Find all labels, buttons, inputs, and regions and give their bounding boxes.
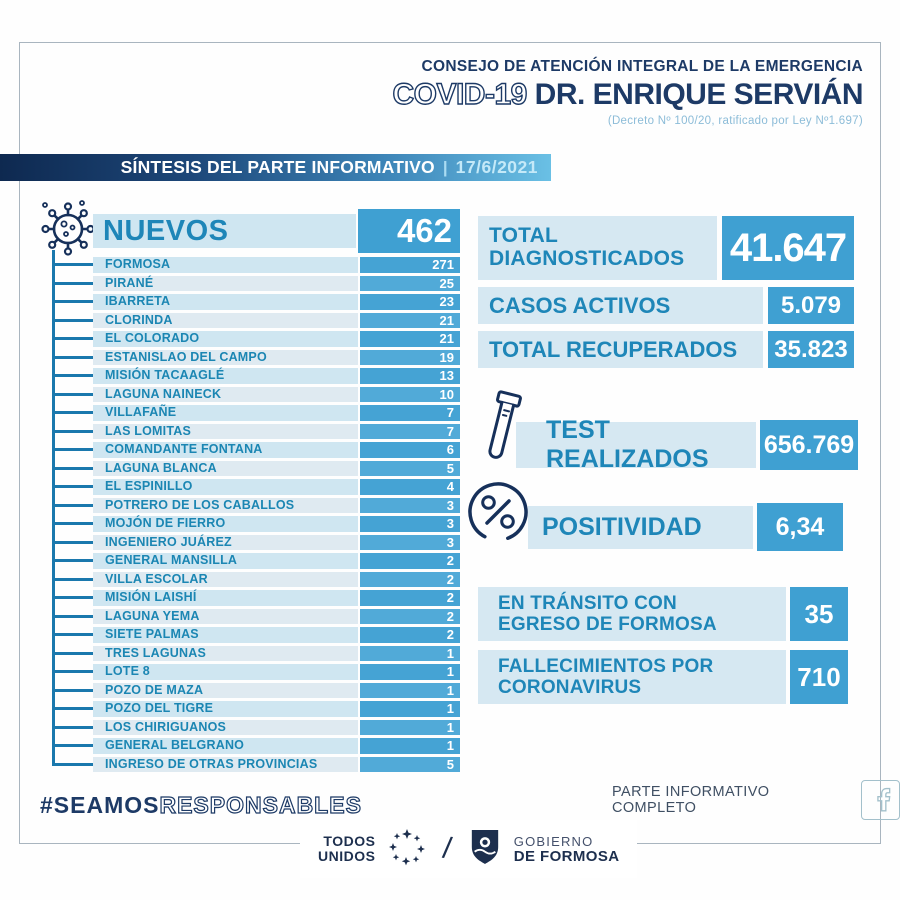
- location-name: ESTANISLAO DEL CAMPO: [93, 350, 358, 366]
- total-diagnosticados-label: TOTAL DIAGNOSTICADOS: [478, 216, 717, 280]
- header: [392, 58, 863, 127]
- total-diagnosticados-block: [478, 216, 854, 280]
- location-name: VILLAFAÑE: [93, 405, 358, 421]
- location-row: [93, 720, 460, 736]
- tree-branch-line: [52, 448, 93, 451]
- location-row: [93, 535, 460, 551]
- location-name: MISIÓN LAISHÍ: [93, 590, 358, 606]
- location-value: 19: [360, 350, 460, 366]
- location-row: [93, 627, 460, 643]
- location-name: VILLA ESCOLAR: [93, 572, 358, 588]
- hashtag-solid-part: #SEAMOS: [40, 792, 160, 818]
- location-row: [93, 387, 460, 403]
- location-row: [93, 664, 460, 680]
- location-value: 2: [360, 609, 460, 625]
- location-name: INGENIERO JUÁREZ: [93, 535, 358, 551]
- tree-branch-line: [52, 707, 93, 710]
- tree-branch-line: [52, 300, 93, 303]
- location-value: 2: [360, 572, 460, 588]
- tree-branch-line: [52, 633, 93, 636]
- location-name: LAS LOMITAS: [93, 424, 358, 440]
- positividad-label: POSITIVIDAD: [528, 506, 753, 549]
- test-realizados-label: TEST REALIZADOS: [516, 422, 756, 468]
- banner-date: 17/6/2021: [455, 157, 538, 177]
- tree-branch-line: [52, 559, 93, 562]
- location-row: [93, 683, 460, 699]
- location-value: 3: [360, 535, 460, 551]
- hashtag-outline-part: RESPONSABLES: [159, 792, 362, 818]
- formosa-shield-icon: [469, 827, 501, 872]
- location-value: 1: [360, 646, 460, 662]
- location-name: FORMOSA: [93, 257, 358, 273]
- location-name: LOTE 8: [93, 664, 358, 680]
- location-name: EL COLORADO: [93, 331, 358, 347]
- tree-branch-line: [52, 744, 93, 747]
- tree-branch-line: [52, 467, 93, 470]
- total-diagnosticados-value: 41.647: [722, 216, 854, 280]
- fallecimientos-block: [478, 650, 854, 704]
- tree-branch-line: [52, 652, 93, 655]
- tree-branch-line: [52, 393, 93, 396]
- header-title-line1: CONSEJO DE ATENCIÓN INTEGRAL DE LA EMERGENCIA: [421, 58, 863, 75]
- tree-branch-line: [52, 374, 93, 377]
- tree-branch-line: [52, 726, 93, 729]
- location-name: CLORINDA: [93, 313, 358, 329]
- location-row: [93, 572, 460, 588]
- location-name: POZO DE MAZA: [93, 683, 358, 699]
- percent-icon: [463, 477, 533, 552]
- location-row: [93, 442, 460, 458]
- location-value: 7: [360, 424, 460, 440]
- decree-text: (Decreto Nº 100/20, ratificado por Ley Nº1.697): [607, 115, 863, 127]
- location-value: 1: [360, 701, 460, 717]
- location-name: SIETE PALMAS: [93, 627, 358, 643]
- locations-list: [93, 257, 460, 775]
- location-name: LOS CHIRIGUANOS: [93, 720, 358, 736]
- location-value: 1: [360, 683, 460, 699]
- gobierno-formosa-wordmark: GOBIERNO DE FORMOSA: [513, 834, 620, 865]
- location-row: [93, 516, 460, 532]
- tree-branch-line: [52, 670, 93, 673]
- total-recuperados-value: 35.823: [768, 331, 854, 368]
- fallecimientos-label: FALLECIMIENTOS POR CORONAVIRUS: [478, 650, 786, 704]
- en-transito-value: 35: [790, 587, 848, 641]
- location-row: [93, 424, 460, 440]
- location-name: POZO DEL TIGRE: [93, 701, 358, 717]
- location-name: GENERAL BELGRANO: [93, 738, 358, 754]
- location-value: 7: [360, 405, 460, 421]
- positividad-block: [528, 506, 753, 549]
- casos-activos-value: 5.079: [768, 287, 854, 324]
- location-row: [93, 757, 460, 773]
- location-row: [93, 331, 460, 347]
- location-name: POTRERO DE LOS CABALLOS: [93, 498, 358, 514]
- test-tube-icon: [474, 388, 528, 479]
- todos-unidos-stars-icon: [388, 828, 426, 871]
- virus-icon: [37, 197, 97, 264]
- location-row: [93, 368, 460, 384]
- location-name: MOJÓN DE FIERRO: [93, 516, 358, 532]
- fallecimientos-value: 710: [790, 650, 848, 704]
- report-banner: [0, 154, 551, 181]
- location-row: [93, 257, 460, 273]
- tree-branch-line: [52, 522, 93, 525]
- location-name: LAGUNA BLANCA: [93, 461, 358, 477]
- tree-branch-line: [52, 615, 93, 618]
- footer-logos: [300, 820, 637, 878]
- casos-activos-label: CASOS ACTIVOS: [478, 287, 763, 324]
- location-row: [93, 405, 460, 421]
- location-value: 1: [360, 664, 460, 680]
- location-name: TRES LAGUNAS: [93, 646, 358, 662]
- location-row: [93, 738, 460, 754]
- en-transito-label: EN TRÁNSITO CON EGRESO DE FORMOSA: [478, 587, 786, 641]
- location-row: [93, 498, 460, 514]
- location-name: EL ESPINILLO: [93, 479, 358, 495]
- tree-branch-line: [52, 485, 93, 488]
- location-value: 3: [360, 498, 460, 514]
- location-value: 271: [360, 257, 460, 273]
- nuevos-label-bar: [93, 214, 356, 248]
- location-row: [93, 553, 460, 569]
- location-value: 1: [360, 720, 460, 736]
- location-value: 25: [360, 276, 460, 292]
- location-value: 23: [360, 294, 460, 310]
- location-value: 2: [360, 553, 460, 569]
- location-name: MISIÓN TACAAGLÉ: [93, 368, 358, 384]
- location-row: [93, 350, 460, 366]
- location-row: [93, 590, 460, 606]
- header-title-line2: [392, 78, 863, 112]
- location-row: [93, 276, 460, 292]
- logo-divider: /: [441, 831, 455, 866]
- tree-branch-line: [52, 430, 93, 433]
- location-name: GENERAL MANSILLA: [93, 553, 358, 569]
- todos-unidos-wordmark: TODOS UNIDOS: [318, 833, 376, 864]
- parte-informativo-label: PARTE INFORMATIVO COMPLETO: [612, 784, 770, 816]
- tree-branch-line: [52, 411, 93, 414]
- location-value: 2: [360, 627, 460, 643]
- tree-branch-line: [52, 541, 93, 544]
- location-row: [93, 479, 460, 495]
- location-name: LAGUNA YEMA: [93, 609, 358, 625]
- location-value: 21: [360, 331, 460, 347]
- nuevos-label: NUEVOS: [103, 214, 229, 247]
- location-value: 5: [360, 757, 460, 773]
- en-transito-block: [478, 587, 854, 641]
- nuevos-total-value: 462: [358, 209, 460, 253]
- tree-branch-line: [52, 356, 93, 359]
- location-row: [93, 701, 460, 717]
- tree-branch-line: [52, 504, 93, 507]
- location-name: LAGUNA NAINECK: [93, 387, 358, 403]
- tree-branch-line: [52, 763, 93, 766]
- tree-branch-line: [52, 689, 93, 692]
- tree-branch-line: [52, 596, 93, 599]
- banner-separator: |: [442, 157, 448, 177]
- location-value: 3: [360, 516, 460, 532]
- location-row: [93, 313, 460, 329]
- total-recuperados-label: TOTAL RECUPERADOS: [478, 331, 763, 368]
- total-recuperados-block: [478, 331, 854, 368]
- location-row: [93, 461, 460, 477]
- location-name: IBARRETA: [93, 294, 358, 310]
- tree-branch-line: [52, 263, 93, 266]
- location-value: 6: [360, 442, 460, 458]
- location-value: 1: [360, 738, 460, 754]
- banner-title: SÍNTESIS DEL PARTE INFORMATIVO: [120, 157, 435, 177]
- test-realizados-value: 656.769: [760, 420, 858, 470]
- positividad-value: 6,34: [757, 503, 843, 551]
- casos-activos-block: [478, 287, 854, 324]
- location-value: 21: [360, 313, 460, 329]
- location-row: [93, 609, 460, 625]
- tree-branch-line: [52, 578, 93, 581]
- nuevos-header: [93, 209, 460, 253]
- test-realizados-block: [516, 416, 756, 473]
- doctor-name: DR. ENRIQUE SERVIÁN: [534, 78, 863, 111]
- location-name: INGRESO DE OTRAS PROVINCIAS: [93, 757, 358, 773]
- location-name: PIRANÉ: [93, 276, 358, 292]
- facebook-icon[interactable]: [861, 780, 900, 820]
- location-row: [93, 646, 460, 662]
- location-value: 2: [360, 590, 460, 606]
- location-value: 5: [360, 461, 460, 477]
- location-value: 10: [360, 387, 460, 403]
- location-value: 13: [360, 368, 460, 384]
- covid19-outline-text: COVID-19: [392, 78, 527, 111]
- location-value: 4: [360, 479, 460, 495]
- tree-branch-line: [52, 337, 93, 340]
- location-row: [93, 294, 460, 310]
- location-name: COMANDANTE FONTANA: [93, 442, 358, 458]
- tree-branch-line: [52, 319, 93, 322]
- tree-branch-line: [52, 282, 93, 285]
- hashtag-seamos-responsables: [40, 792, 362, 819]
- parte-informativo-link: [612, 780, 900, 820]
